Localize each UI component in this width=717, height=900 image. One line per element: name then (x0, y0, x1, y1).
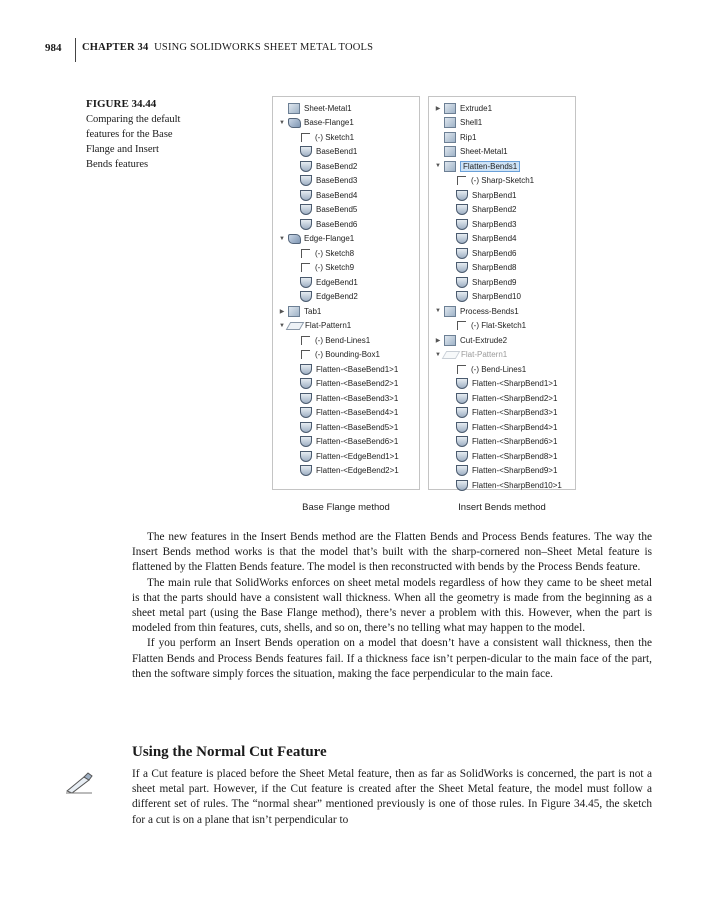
bend-icon (456, 407, 468, 418)
bend-icon (300, 291, 312, 302)
bend-icon (300, 407, 312, 418)
tree-row[interactable] (455, 232, 516, 246)
caption-line: Comparing the default (86, 114, 181, 125)
bend-icon (300, 422, 312, 433)
bend-icon (456, 233, 468, 244)
collapse-arrow-icon[interactable]: ▶ (279, 308, 285, 315)
tree-label: SharpBend3 (472, 219, 517, 229)
tree-label: Base-Flange1 (304, 118, 354, 127)
tree-row[interactable] (455, 275, 516, 289)
tree-label: Cut-Extrude2 (460, 335, 508, 345)
sheet-metal-icon (444, 146, 456, 157)
collapse-arrow-icon[interactable]: ▶ (435, 337, 441, 344)
sketch-icon (457, 365, 466, 374)
tree-row[interactable] (455, 174, 534, 188)
tree-row[interactable] (299, 130, 354, 144)
tree-label: BaseBend4 (316, 190, 358, 200)
tree-label: (-) Sketch8 (315, 248, 355, 258)
tree-row[interactable] (277, 232, 354, 246)
tree-label: Flatten-<SharpBend9>1 (472, 466, 558, 475)
bend-icon (300, 219, 312, 230)
edge-flange-icon (288, 234, 301, 244)
tree-row[interactable] (299, 435, 398, 449)
flatten-bends-icon (444, 161, 456, 172)
tree-label: SharpBend10 (472, 292, 521, 301)
page-number: 984 (45, 42, 62, 54)
tab-icon (288, 306, 300, 317)
sketch-icon (301, 350, 310, 359)
paragraph: The main rule that SolidWorks enforces on sheet metal models regardless of how they came to be sheet metal is that the parts should have a consistent wall thickness. When all the geometry is made from the beginning as a sheet metal part (using the Base Flange method), there’s never a problem with this. However, when the part is modeled from thin features, cuts, shells, and so on, there’s no telling what may happen to the model. (132, 576, 652, 635)
expand-arrow-icon[interactable]: ▼ (435, 163, 441, 169)
tree-row[interactable] (455, 290, 521, 304)
bend-icon (456, 422, 468, 433)
tree-row[interactable] (299, 406, 398, 420)
bend-icon (456, 480, 468, 491)
tree-label: Sheet-Metal1 (460, 147, 508, 156)
sketch-icon (301, 249, 310, 258)
tree-label: BaseBend6 (316, 219, 358, 229)
tree-row[interactable] (299, 420, 398, 434)
sketch-icon (301, 133, 310, 142)
tree-label: SharpBend4 (472, 234, 517, 243)
extrude-icon (444, 103, 456, 114)
tree-row[interactable] (299, 261, 354, 275)
bend-icon (300, 436, 312, 447)
bend-icon (300, 204, 312, 215)
sketch-icon (457, 321, 466, 330)
tree-label: BaseBend2 (316, 161, 358, 171)
tree-label: (-) Sketch9 (315, 263, 355, 272)
tree-label: Flatten-<SharpBend3>1 (472, 408, 558, 417)
expand-arrow-icon[interactable]: ▼ (279, 235, 285, 242)
tree-label: BaseBend5 (316, 205, 358, 214)
paragraph: The new features in the Insert Bends method are the Flatten Bends and Process Bends features. The way the Insert Bends method works is that the model that’s built with the sharp-cornered non–Sheet Metal feature is flattened by the Flatten Bends feature. The model is then reconstructed with bends by the Process Bends feature. (132, 531, 652, 574)
expand-arrow-icon[interactable]: ▼ (279, 119, 285, 126)
tree-label: Flatten-<BaseBend4>1 (316, 408, 399, 417)
sketch-icon (301, 336, 310, 345)
tree-row[interactable] (433, 348, 507, 362)
tree-label: Flatten-<SharpBend2>1 (472, 393, 558, 403)
bend-icon (300, 451, 312, 462)
tree-row[interactable] (455, 391, 557, 405)
bend-icon (456, 393, 468, 404)
paragraph: If you perform an Insert Bends operation on a model that doesn’t have a consistent wall thickness, then the Flatten Bends and Process Bends features fail. If a thickness face isn’t perpen-dicular to the main face of the part, then the software simply forces the situation, making the face perpendicular to the main face. (132, 637, 652, 680)
tree-row[interactable] (433, 116, 482, 130)
tree-row[interactable] (299, 188, 357, 202)
bend-icon (300, 190, 312, 201)
tree-row[interactable] (455, 420, 557, 434)
tree-label: Flatten-<BaseBend3>1 (316, 393, 399, 403)
tree-row[interactable] (433, 101, 492, 115)
tree-label: Flatten-<BaseBend6>1 (316, 437, 399, 446)
sketch-icon (301, 263, 310, 272)
bend-icon (456, 436, 468, 447)
bend-icon (300, 161, 312, 172)
tree-row[interactable] (299, 348, 380, 362)
tree-row[interactable] (433, 159, 520, 173)
bend-icon (456, 190, 468, 201)
tree-label: Shell1 (460, 118, 483, 127)
bend-icon (456, 248, 468, 259)
tree-label: Flatten-<EdgeBend1>1 (316, 451, 399, 461)
bend-icon (456, 378, 468, 389)
tree-row[interactable] (455, 377, 557, 391)
tree-label: Flat-Pattern1 (461, 350, 508, 359)
tree-row[interactable] (299, 246, 354, 260)
bend-icon (456, 262, 468, 273)
tree-row[interactable] (455, 435, 557, 449)
rip-icon (444, 132, 456, 143)
tree-row[interactable] (455, 217, 516, 231)
figure-label: FIGURE 34.44 (86, 98, 157, 110)
tree-label: (-) Bounding-Box1 (315, 350, 380, 359)
bend-icon (300, 277, 312, 288)
tree-row[interactable] (299, 174, 357, 188)
tree-label: Flatten-<SharpBend1>1 (472, 379, 558, 388)
bend-icon (456, 465, 468, 476)
tree-label: Extrude1 (460, 103, 493, 113)
tree-row[interactable] (433, 333, 507, 347)
tree-label: Flatten-<SharpBend6>1 (472, 437, 558, 446)
tree-label: (-) Flat-Sketch1 (471, 321, 527, 330)
tree-row[interactable] (277, 304, 321, 318)
tree-label: Process-Bends1 (460, 306, 519, 316)
expand-arrow-icon[interactable]: ▼ (435, 308, 441, 314)
cut-extrude-icon (444, 335, 456, 346)
tree-label: (-) Sharp-Sketch1 (471, 176, 535, 185)
tree-row[interactable] (433, 130, 476, 144)
tree-label: SharpBend2 (472, 205, 517, 214)
tree-row[interactable] (455, 261, 516, 275)
tree-label: (-) Bend-Lines1 (471, 364, 527, 374)
paragraph: If a Cut feature is placed before the Sheet Metal feature, then as far as SolidWorks is concerned, the part is not a sheet metal part. However, if the Cut feature is created after the Sheet Metal feature, the model must follow a different set of rules. The “normal shear” mentioned previously is one of those rules. In Figure 34.45, the sketch for a cut is on a plane that isn’t perpendicular to (132, 768, 652, 826)
tree-row[interactable] (455, 478, 562, 492)
tree-label: (-) Sketch1 (315, 132, 355, 142)
bend-icon (456, 291, 468, 302)
tree-row[interactable] (277, 116, 354, 130)
left-panel-label: Base Flange method (302, 502, 390, 513)
caption-line: features for the Base (86, 129, 173, 140)
tree-row[interactable] (277, 319, 351, 333)
tree-label: Rip1 (460, 132, 477, 142)
tree-label: Flatten-<BaseBend2>1 (316, 379, 399, 388)
bend-icon (300, 393, 312, 404)
tree-row[interactable] (299, 464, 399, 478)
bend-icon (300, 364, 312, 375)
tree-label: Flatten-<EdgeBend2>1 (316, 466, 399, 475)
tree-row[interactable] (299, 377, 398, 391)
bend-icon (300, 465, 312, 476)
tree-row[interactable] (455, 406, 557, 420)
base-flange-feature-tree (272, 96, 420, 490)
tree-row[interactable] (277, 101, 352, 115)
tree-label: Flat-Pattern1 (305, 321, 352, 330)
tree-row[interactable] (455, 246, 516, 260)
bend-icon (300, 175, 312, 186)
tree-label: Flatten-<SharpBend4>1 (472, 422, 558, 432)
tree-row[interactable] (299, 333, 370, 347)
tree-row[interactable] (455, 188, 516, 202)
right-panel-label: Insert Bends method (458, 502, 546, 513)
insert-bends-feature-tree (428, 96, 576, 490)
tree-row[interactable] (299, 217, 357, 231)
expand-arrow-icon[interactable]: ▼ (435, 351, 441, 358)
tree-row[interactable] (299, 203, 357, 217)
tree-row[interactable] (299, 290, 358, 304)
tree-row[interactable] (455, 449, 557, 463)
flat-pattern-icon (286, 322, 305, 330)
caption-line: Bends features (86, 159, 149, 170)
tree-label: Flatten-Bends1 (460, 161, 520, 172)
bend-icon (456, 204, 468, 215)
tree-row[interactable] (455, 319, 526, 333)
tree-label: BaseBend1 (316, 147, 358, 156)
tree-label: Flatten-<BaseBend5>1 (316, 422, 399, 432)
expand-arrow-icon[interactable]: ▼ (279, 322, 285, 329)
tree-label: SharpBend1 (472, 190, 517, 200)
tree-row[interactable] (299, 159, 357, 173)
shell-icon (444, 117, 456, 128)
tree-label: SharpBend8 (472, 263, 517, 272)
tree-label: Sheet-Metal1 (304, 103, 352, 113)
section-heading: Using the Normal Cut Feature (132, 744, 327, 760)
tree-row[interactable] (299, 391, 398, 405)
bend-icon (456, 219, 468, 230)
bend-icon (456, 277, 468, 288)
sketch-icon (457, 176, 466, 185)
tree-label: (-) Bend-Lines1 (315, 335, 371, 345)
running-header (82, 42, 373, 53)
tree-row[interactable] (299, 449, 399, 463)
tree-row[interactable] (433, 145, 508, 159)
figure-caption (86, 97, 236, 172)
tree-row[interactable] (455, 362, 526, 376)
tree-label: Flatten-<BaseBend1>1 (316, 364, 399, 374)
tree-row[interactable] (455, 464, 557, 478)
tree-row[interactable] (433, 304, 519, 318)
tree-label: Flatten-<SharpBend10>1 (472, 480, 562, 490)
tree-row[interactable] (299, 362, 398, 376)
tree-label: Edge-Flange1 (304, 234, 355, 243)
sheet-metal-icon (288, 103, 300, 114)
note-pen-icon (64, 771, 94, 795)
caption-line: Flange and Insert (86, 144, 159, 155)
bend-icon (300, 146, 312, 157)
tree-row[interactable] (455, 203, 516, 217)
tree-row[interactable] (299, 275, 358, 289)
tree-label: Tab1 (304, 306, 322, 316)
tree-row[interactable] (299, 145, 357, 159)
process-bends-icon (444, 306, 456, 317)
tree-label: Flatten-<SharpBend8>1 (472, 451, 558, 461)
tree-label: EdgeBend2 (316, 292, 358, 301)
tree-label: BaseBend3 (316, 176, 358, 185)
section-body (132, 767, 652, 828)
bend-icon (300, 378, 312, 389)
body-text (132, 530, 652, 682)
tree-label: SharpBend6 (472, 248, 517, 258)
bend-icon (456, 451, 468, 462)
header-divider (75, 38, 76, 62)
base-flange-icon (288, 118, 301, 128)
chapter-title: USING SOLIDWORKS SHEET METAL TOOLS (154, 42, 374, 53)
flat-pattern-icon (442, 351, 461, 359)
chapter-label: CHAPTER 34 (82, 42, 149, 53)
tree-label: EdgeBend1 (316, 277, 358, 287)
tree-label: SharpBend9 (472, 277, 517, 287)
collapse-arrow-icon[interactable]: ▶ (435, 105, 441, 112)
